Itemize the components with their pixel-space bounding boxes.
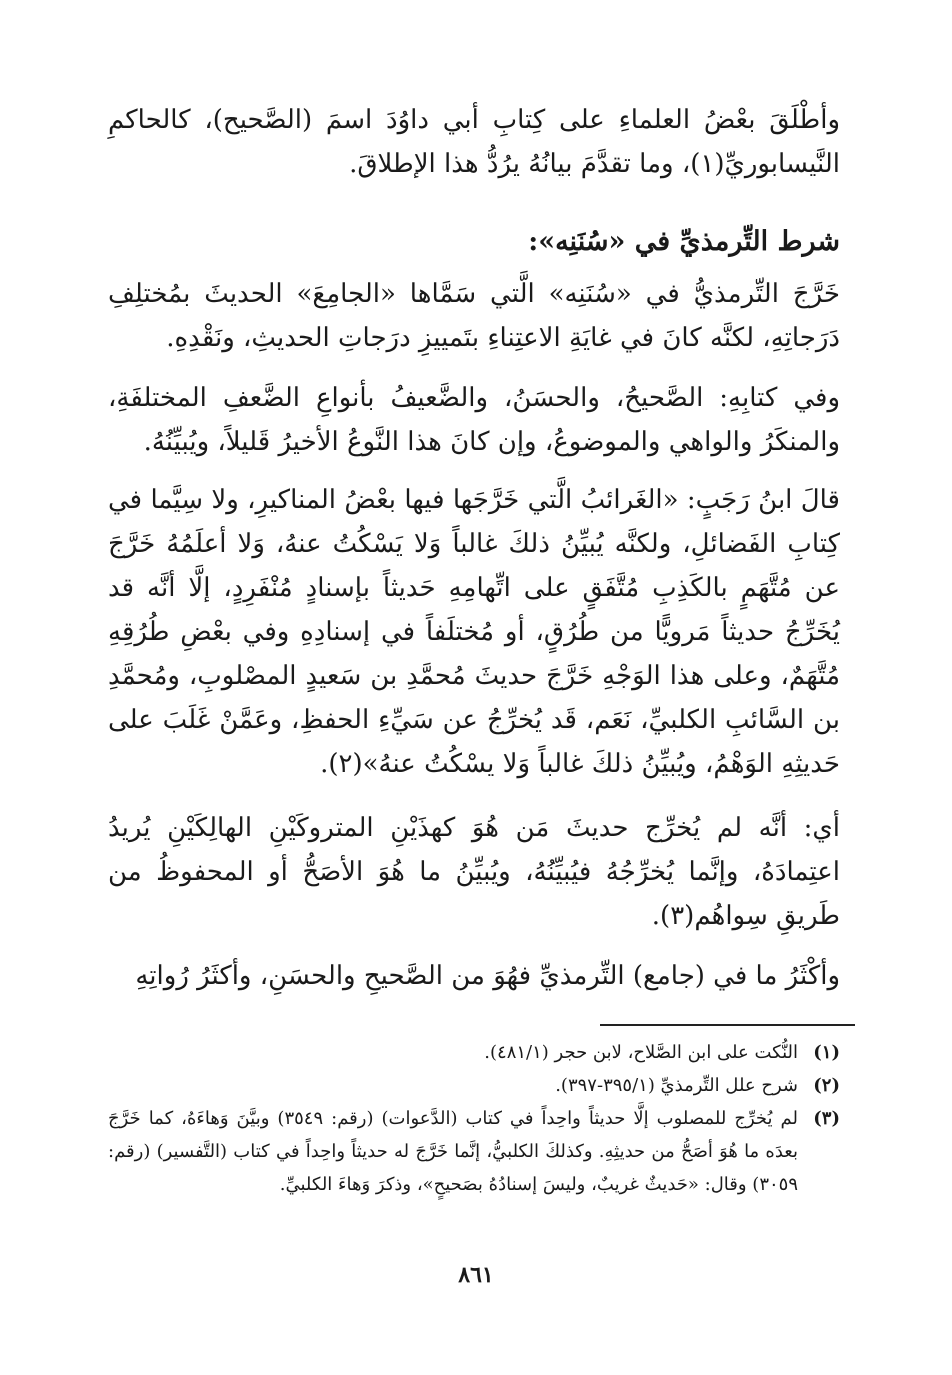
paragraph-tirmidhi-intro: خَرَّجَ التِّرمذيُّ في «سُنَنِه» الَّتي سَمَّاها «الجامِعَ» الحديثَ بمُختلِفِ دَرَجاتِهِ، لكنَّه كانَ في غايَةِ الاعتِناءِ بتَمييزِ درَجاتِ الحديثِ، ونَقْدِهِ. [108, 279, 840, 353]
footnote-item [108, 1036, 840, 1069]
footnote-number: (٣) [813, 1108, 840, 1129]
footnote-text: شرح علل التِّرمذيِّ (٣٩٥/١-٣٩٧). [555, 1075, 798, 1096]
paragraph-explanation: أي: أنَّه لم يُخرِّج حديثَ مَن هُوَ كهذَيْنِ المتروكَيْنِ الهالِكَيْنِ يُريدُ اعتِمادَهُ، وإنَّما يُخرِّجُهُ فيُبيِّنُهُ، ويُبيِّنُ ما هُوَ الأصَحُّ أو المحفوظُ من طَريقِ سِواهُم(٣). [108, 813, 840, 931]
section-heading: شرط التِّرمذيِّ في «سُنَنِه»: [528, 226, 840, 257]
footnote-item [108, 1102, 840, 1201]
footnote-number: (٢) [813, 1075, 840, 1096]
paragraph-continuation: وأكْثَرُ ما في (جامع) التِّرمذيِّ فهُوَ من الصَّحيحِ والحسَنِ، وأكثَرُ رُواتِهِ [135, 961, 840, 991]
paragraph-ibn-rajab-quote: قالَ ابنُ رَجَبٍ: «الغَرائبُ الَّتي خَرَّجَها فيها بعْضُ المناكيرِ، ولا سِيَّما في كِتابِ الفَضائلِ، ولكنَّه يُبيِّنُ ذلكَ غالباً وَلا يَسْكُتُ عنهُ، وَلا أعلَمُهُ خَرَّجَ عن مُتَّهَمٍ بالكَذِبِ مُتَّفَقٍ على اتِّهامِهِ حَديثاً بإسنادٍ مُنْفَرِدٍ، إلَّا أنَّه قد يُخَرِّجُ حديثاً مَرويًّا من طُرُقٍ، أو مُختلَفاً في إسنادِهِ وفي بعْضِ طُرُقِهِ مُتَّهَمٌ، وعلى هذا الوَجْهِ خَرَّجَ حديثَ مُحمَّدِ بن سَعيدٍ المصْلوبِ، ومُحمَّدِ بن السَّائبِ الكلبيِّ، نَعَم، قَد يُخرِّجُ عن سَيِّءِ الحفظِ، وعَمَّنْ غَلَبَ على حَديثِهِ الوَهْمُ، ويُبيِّنُ ذلكَ غالباً وَلا يسْكُتُ عنهُ»(٢). [108, 485, 840, 779]
paragraph-book-contents: وفي كتابِهِ: الصَّحيحُ، والحسَنُ، والضَّعيفُ بأنواعِ الضَّعفِ المختلفَةِ، والمنكَرُ والواهي والموضوعُ، وإن كانَ هذا النَّوعُ الأخيرُ قَليلاً، ويُبيِّنُهُ. [108, 383, 840, 457]
footnote-item [108, 1069, 840, 1102]
footnote-text: لم يُخرِّج للمصلوب إلَّا حديثاً واحِداً في كتاب (الدَّعوات) (رقم: ٣٥٤٩) وبيَّنَ وَهاءَهُ، كما خَرَّجَ بعدَه ما هُوَ أصَحُّ من حديثِهِ. وكذلكَ الكلبيُّ، إنَّما خَرَّجَ له حديثاً واحِداً في كتاب (التَّفسير) (رقم: ٣٠٥٩) وقال: «حَديثٌ غريبٌ، وليسَ إسنادُهُ بصَحيحٍ»، وذكرَ وَهاءَ الكلبيِّ. [108, 1108, 798, 1195]
paragraph-abu-dawud: وأطْلَقَ بعْضُ العلماءِ على كِتابِ أبي داوُدَ اسمَ (الصَّحيح)، كالحاكمِ النَّيسابوريِّ(١)، وما تقدَّمَ بيانُهُ يرُدُّ هذا الإطلاقَ. [108, 105, 840, 179]
footnote-divider [600, 1024, 855, 1026]
page-number: ٨٦١ [458, 1262, 494, 1288]
footnote-text: النُّكت على ابن الصَّلاح، لابن حجر (٤٨١/١). [484, 1042, 798, 1063]
footnotes [108, 1036, 840, 1201]
footnote-number: (١) [813, 1042, 840, 1063]
